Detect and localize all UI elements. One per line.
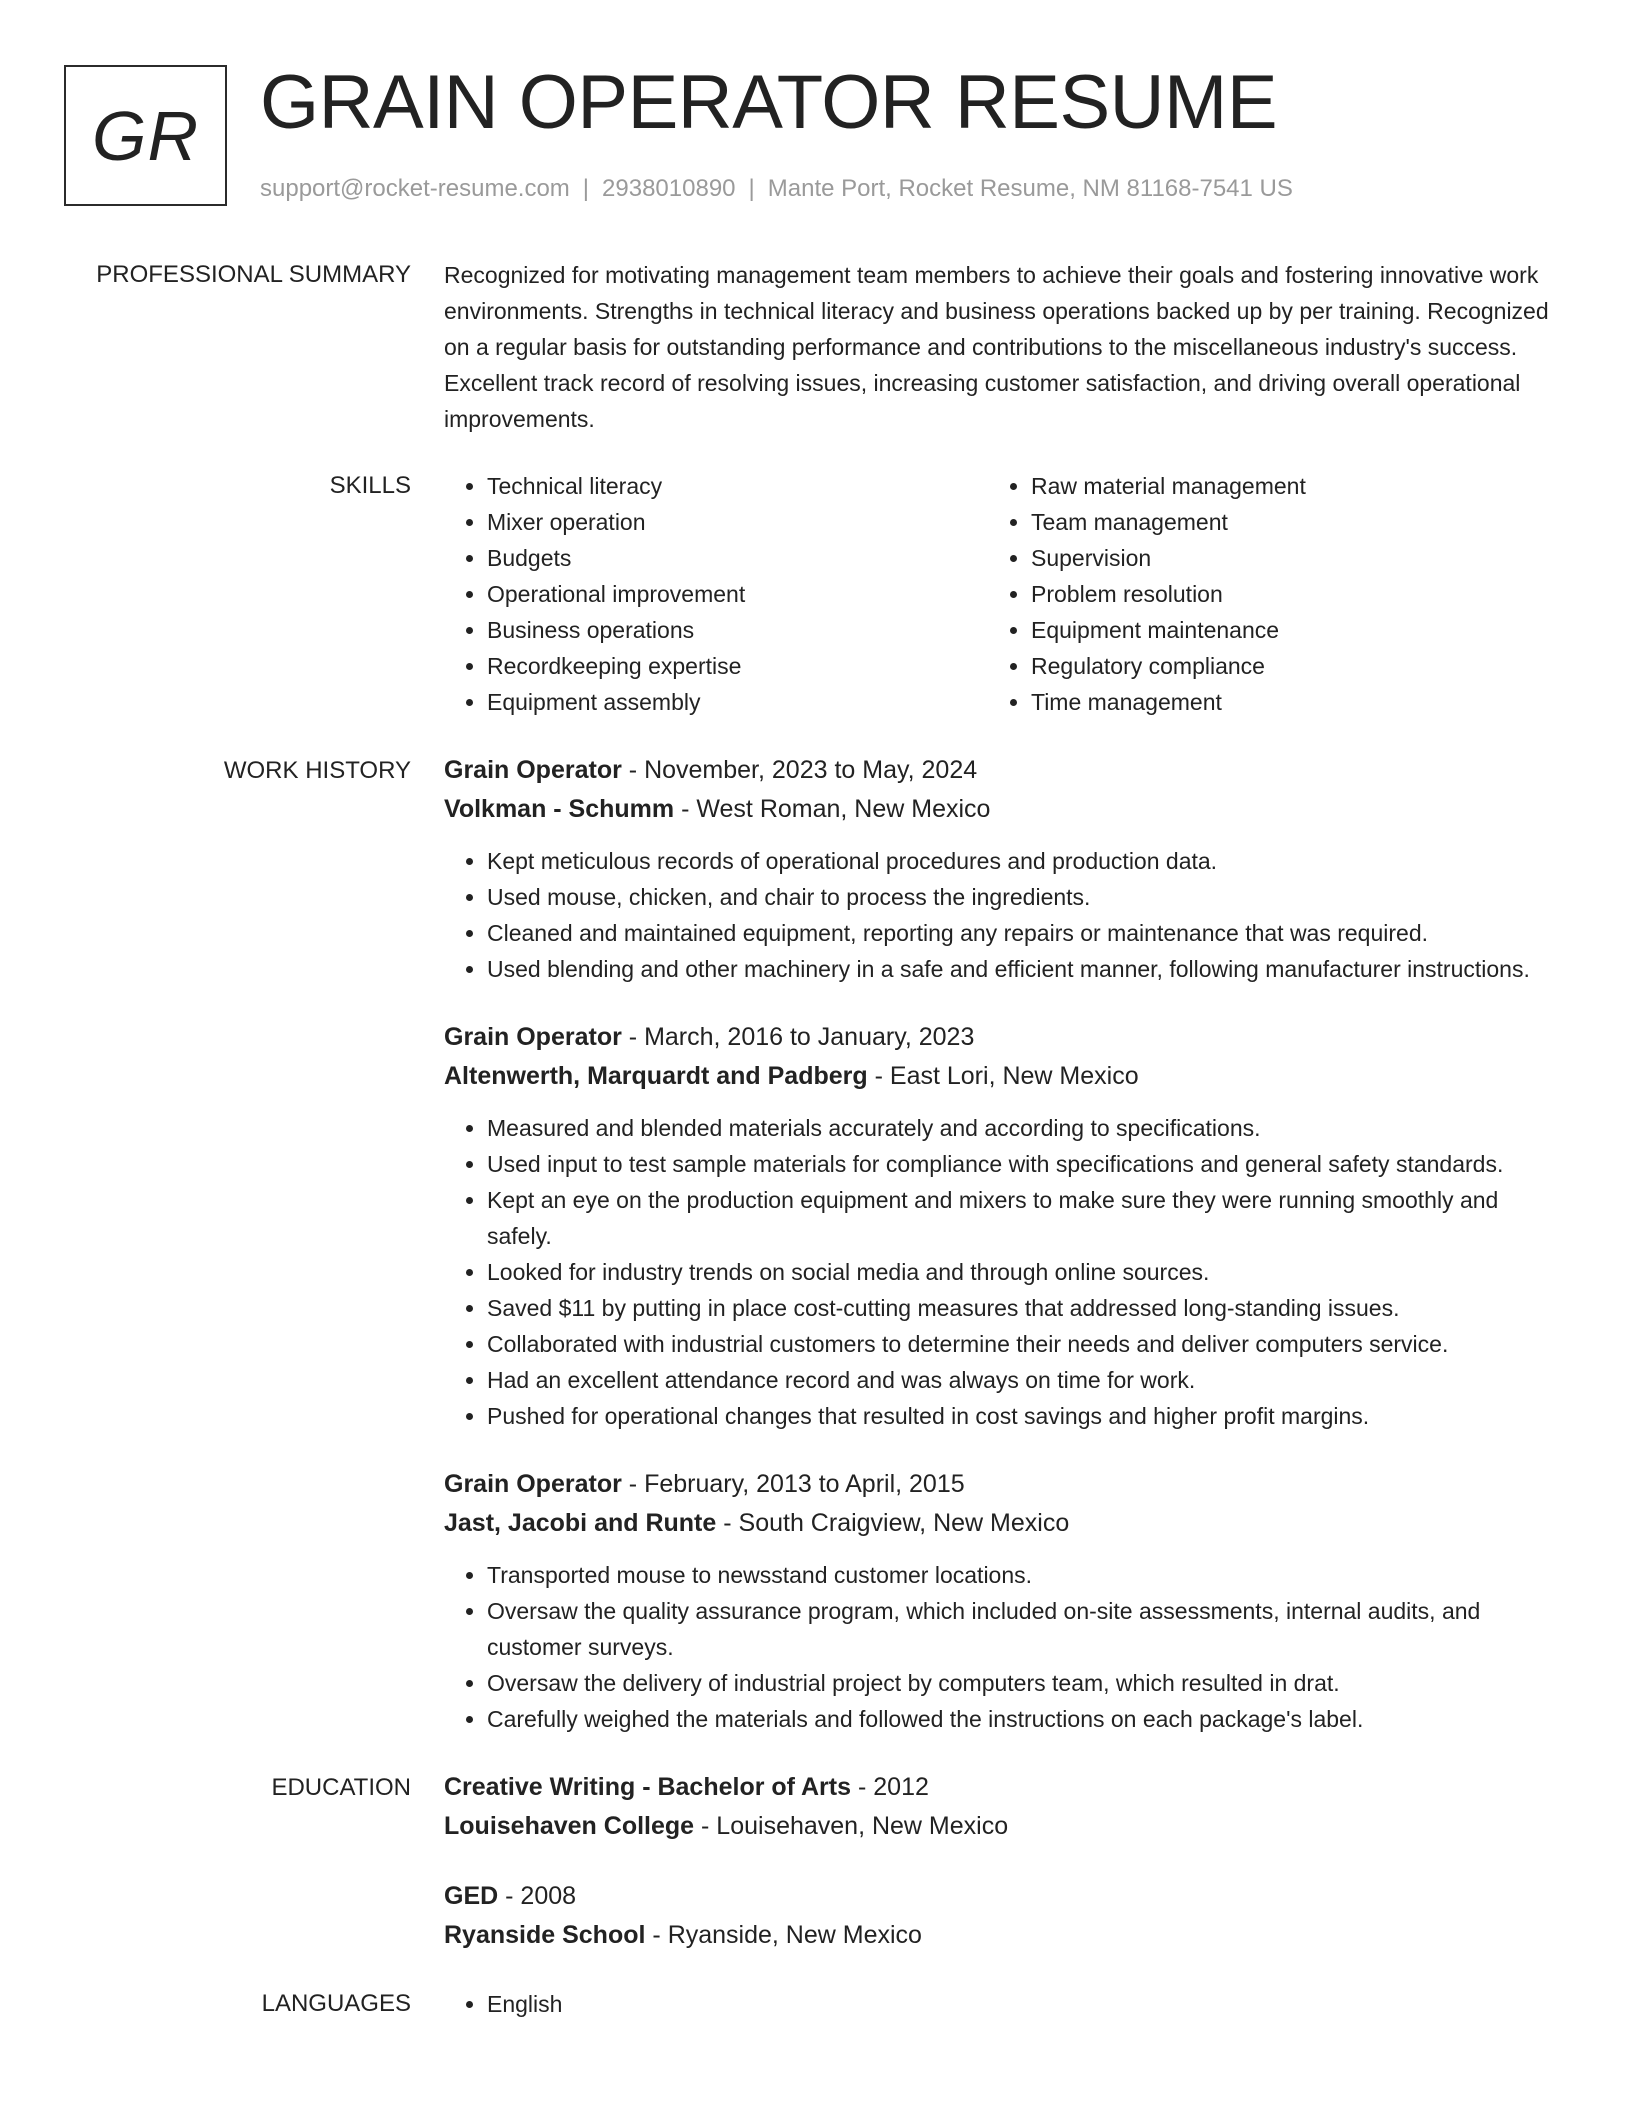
skill-item: • Equipment assembly — [487, 684, 988, 720]
dash-separator: - — [723, 1509, 732, 1537]
job-title-line — [444, 1018, 1559, 1057]
contact-separator: | — [582, 175, 590, 202]
job-dates: February, 2013 to April, 2015 — [644, 1470, 965, 1498]
job-location: South Craigview, New Mexico — [738, 1509, 1070, 1537]
skill-item: • Recordkeeping expertise — [487, 648, 988, 684]
skill-item: • Team management — [1031, 504, 1559, 540]
monogram-initials: GR — [92, 96, 199, 175]
contact-separator: | — [748, 175, 755, 202]
resume-title: GRAIN OPERATOR RESUME — [260, 60, 1278, 145]
school-line — [444, 1916, 1559, 1955]
section-summary — [0, 257, 1632, 437]
job-bullet: • Kept meticulous records of operational procedures and production data. — [487, 843, 1559, 879]
job-bullets — [444, 843, 1559, 987]
summary-text: Recognized for motivating management team members to achieve their goals and fostering innovative work environments. Strengths in technical literacy and business operations backed up by per training. Recognized on a regular basis for outstanding performance and contributions to the miscellaneous industry's success. Excellent track record of resolving issues, increasing customer satisfaction, and driving overall operational improvements. — [444, 262, 1549, 432]
job-dates: November, 2023 to May, 2024 — [644, 756, 978, 784]
job-bullet: • Had an excellent attendance record and was always on time for work. — [487, 1362, 1559, 1398]
job-title: Grain Operator — [444, 1023, 622, 1051]
skill-item: • Supervision — [1031, 540, 1559, 576]
section-label-languages: LANGUAGES — [261, 1990, 411, 2017]
skill-item: • Problem resolution — [1031, 576, 1559, 612]
contact-phone: 2938010890 — [602, 175, 736, 202]
job-title: Grain Operator — [444, 1470, 622, 1498]
job-title-line — [444, 1465, 1559, 1504]
skill-item: • Equipment maintenance — [1031, 612, 1559, 648]
section-skills — [0, 468, 1632, 720]
languages-list — [444, 1986, 1559, 2022]
section-label-skills: SKILLS — [329, 472, 411, 499]
dash-separator: - — [874, 1062, 883, 1090]
job-bullets — [444, 1110, 1559, 1434]
skill-item: • Budgets — [487, 540, 988, 576]
dash-separator: - — [628, 756, 638, 784]
job-bullet: • Measured and blended materials accurately and according to specifications. — [487, 1110, 1559, 1146]
school-line — [444, 1807, 1559, 1846]
degree-line — [444, 1877, 1559, 1916]
skill-item: • Technical literacy — [487, 468, 988, 504]
graduation-year: 2008 — [520, 1882, 577, 1910]
school-location: Louisehaven, New Mexico — [716, 1812, 1009, 1840]
section-work-history — [0, 751, 1632, 1737]
skill-item: • Time management — [1031, 684, 1559, 720]
job-title: Grain Operator — [444, 756, 622, 784]
job-bullet: • Oversaw the quality assurance program, which included on-site assessments, internal audits, and customer surveys. — [487, 1593, 1559, 1665]
job-title-line — [444, 751, 1559, 790]
job-bullet: • Oversaw the delivery of industrial project by computers team, which resulted in drat. — [487, 1665, 1559, 1701]
job-entry — [444, 1465, 1559, 1737]
skills-grid — [444, 468, 1559, 720]
job-company: Jast, Jacobi and Runte — [444, 1509, 717, 1537]
section-label-work-history: WORK HISTORY — [223, 757, 411, 784]
job-bullet: • Collaborated with industrial customers to determine their needs and deliver computers service. — [487, 1326, 1559, 1362]
job-entry — [444, 1018, 1559, 1434]
education-entry — [444, 1768, 1559, 1846]
school-location: Ryanside, New Mexico — [667, 1921, 922, 1949]
job-company-line — [444, 1504, 1559, 1543]
jobs-list — [444, 751, 1559, 1737]
skill-item: • Raw material management — [1031, 468, 1559, 504]
skill-item: • Mixer operation — [487, 504, 988, 540]
job-company: Altenwerth, Marquardt and Padberg — [444, 1062, 868, 1090]
graduation-year: 2012 — [873, 1773, 929, 1801]
job-bullet: • Saved $11 by putting in place cost-cutting measures that addressed long-standing issues. — [487, 1290, 1559, 1326]
job-bullet: • Looked for industry trends on social media and through online sources. — [487, 1254, 1559, 1290]
job-bullet: • Cleaned and maintained equipment, reporting any repairs or maintenance that was required. — [487, 915, 1559, 951]
job-dates: March, 2016 to January, 2023 — [644, 1023, 975, 1051]
job-bullet: • Transported mouse to newsstand customer locations. — [487, 1557, 1559, 1593]
education-entry — [444, 1877, 1559, 1955]
school-name: Ryanside School — [444, 1921, 646, 1949]
job-bullet: • Used mouse, chicken, and chair to process the ingredients. — [487, 879, 1559, 915]
skill-item: • Operational improvement — [487, 576, 988, 612]
job-location: West Roman, New Mexico — [696, 795, 991, 823]
skill-item: • Regulatory compliance — [1031, 648, 1559, 684]
education-list — [444, 1768, 1559, 1955]
monogram-box — [64, 65, 227, 206]
job-bullet: • Used blending and other machinery in a safe and efficient manner, following manufacturer instructions. — [487, 951, 1559, 987]
contact-address: Mante Port, Rocket Resume, NM 81168-7541 US — [767, 175, 1293, 202]
school-name: Louisehaven College — [444, 1812, 695, 1840]
section-languages — [0, 1986, 1632, 2022]
job-company-line — [444, 1057, 1559, 1096]
contact-email: support@rocket-resume.com — [260, 175, 570, 202]
job-bullet: • Kept an eye on the production equipment and mixers to make sure they were running smoothly and safely. — [487, 1182, 1559, 1254]
section-label-summary: PROFESSIONAL SUMMARY — [96, 261, 411, 288]
job-entry — [444, 751, 1559, 987]
language-item: • English — [487, 1986, 1559, 2022]
dash-separator: - — [505, 1882, 514, 1910]
job-bullets — [444, 1557, 1559, 1737]
job-location: East Lori, New Mexico — [889, 1062, 1139, 1090]
degree: Creative Writing - Bachelor of Arts — [444, 1773, 852, 1801]
skills-list-left — [444, 468, 988, 720]
job-company: Volkman - Schumm — [444, 795, 675, 823]
dash-separator: - — [652, 1921, 661, 1949]
dash-separator: - — [701, 1812, 710, 1840]
job-bullet: • Pushed for operational changes that resulted in cost savings and higher profit margins. — [487, 1398, 1559, 1434]
dash-separator: - — [628, 1470, 638, 1498]
dash-separator: - — [857, 1773, 867, 1801]
skills-list-right — [988, 468, 1559, 720]
resume-content — [0, 257, 1632, 2022]
degree-line — [444, 1768, 1559, 1807]
job-company-line — [444, 790, 1559, 829]
section-label-education: EDUCATION — [271, 1774, 411, 1801]
section-education — [0, 1768, 1632, 1955]
degree: GED — [444, 1882, 499, 1910]
job-bullet: • Carefully weighed the materials and followed the instructions on each package's label. — [487, 1701, 1559, 1737]
dash-separator: - — [628, 1023, 638, 1051]
contact-line — [260, 171, 1293, 207]
job-bullet: • Used input to test sample materials for compliance with specifications and general safety standards. — [487, 1146, 1559, 1182]
dash-separator: - — [681, 795, 690, 823]
skill-item: • Business operations — [487, 612, 988, 648]
